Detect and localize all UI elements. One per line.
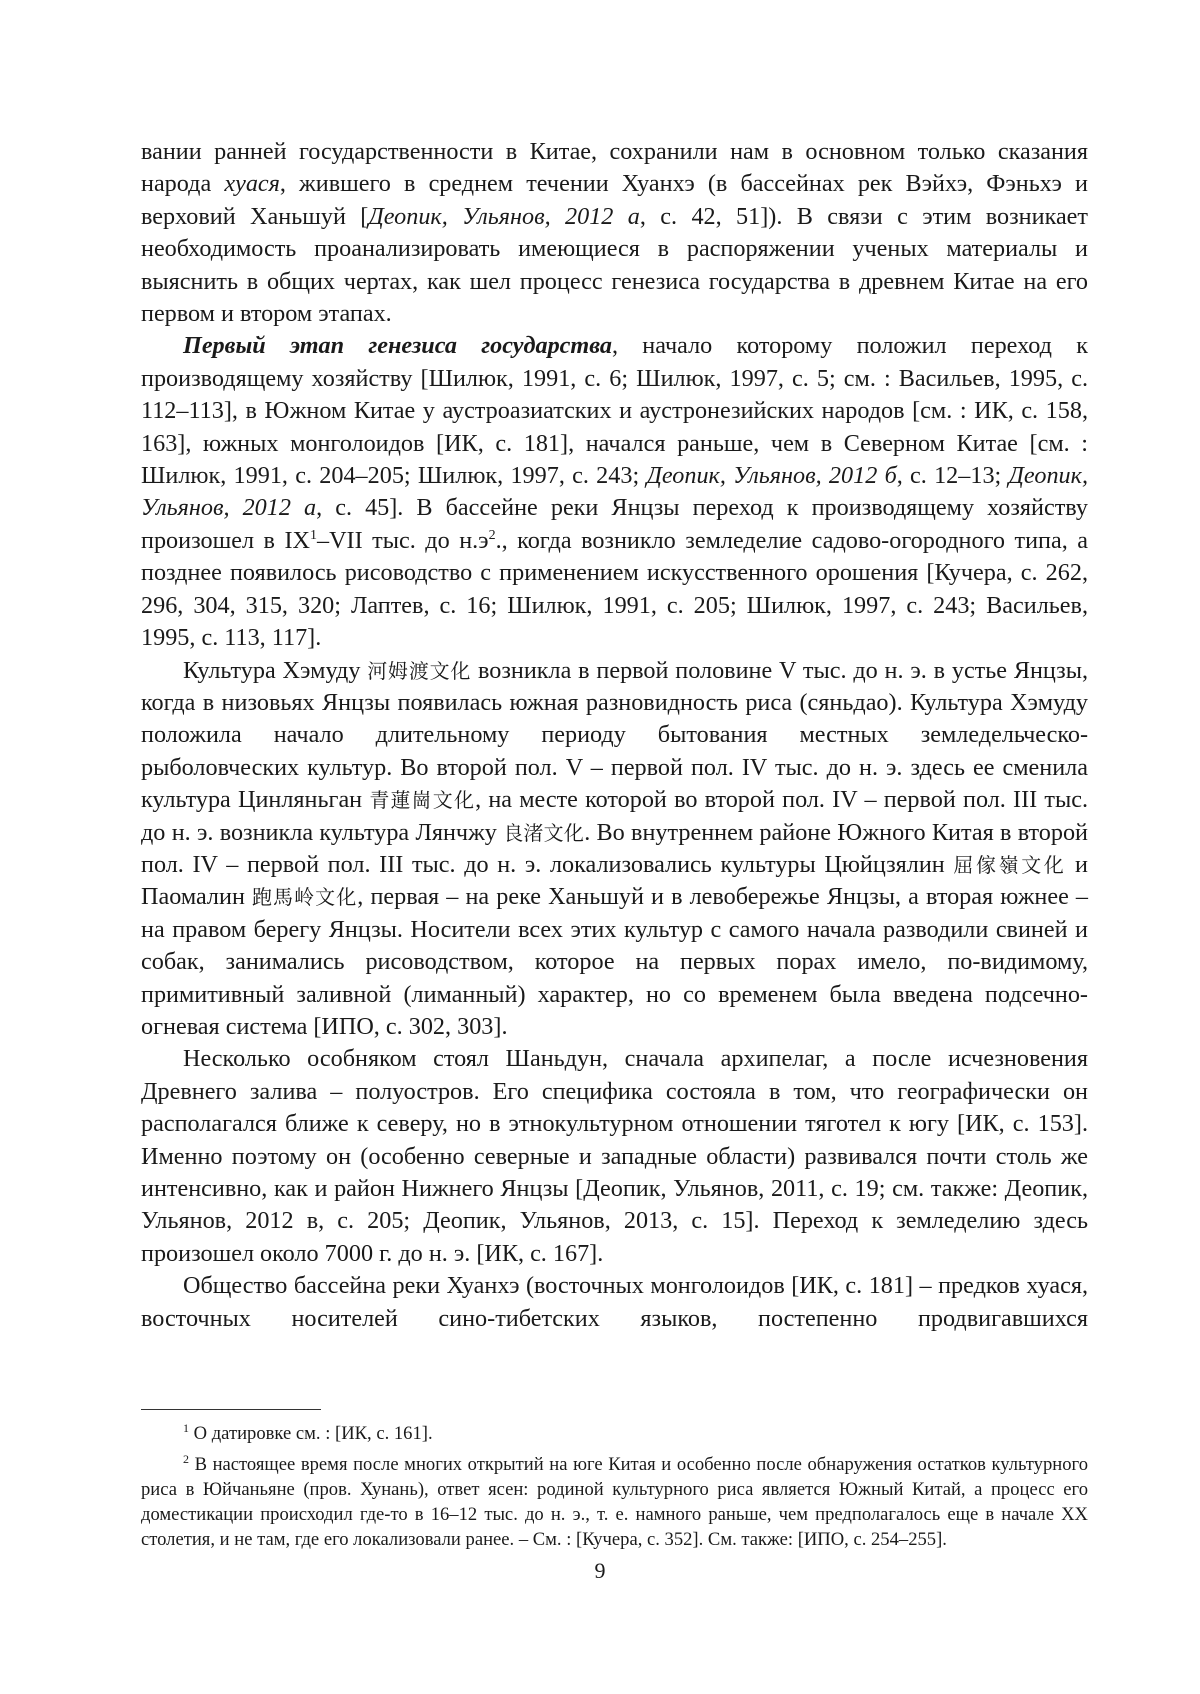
text-run: возникла в первой половине V тыс. до н. э. в устье Янцзы, когда в низовьях Янцзы появилась южная разновидность риса (сяньдао). Культура Хэмуду положила начало длительному периоду бытования местных земледельческо-рыболовческих культур. Во второй пол. V – первой пол. IV тыс. до н. э. здесь ее сменила культура Цинляньган xyxy=(141,656,1089,814)
page-number: 9 xyxy=(594,1558,606,1583)
citation-author: Деопик, Ульянов, 2012 б xyxy=(646,462,897,490)
footnotes xyxy=(141,1421,1088,1552)
text-run: , с. 45]. В бассейне реки Янцзы переход к производящему хозяйству произошел в IX xyxy=(141,494,1088,554)
footnote-mark: 2 xyxy=(183,1451,189,1466)
text-run: . Во внутреннем районе Южного Китая в второй пол. IV – первой пол. III тыс. до н. э. локализовались культуры Цюйцзялин xyxy=(141,818,1088,878)
text-run: и Паомалин xyxy=(141,850,1088,911)
text-run: , на месте которой во второй пол. IV – первой пол. III тыс. до н. э. возникла культура Лянчжу xyxy=(141,786,1089,846)
chinese-term: 良渚文化 xyxy=(503,820,585,845)
paragraph-3 xyxy=(141,655,1088,1044)
text-run: , с. 42, 51]). В связи с этим возникает необходимость проанализировать имеющиеся в распоряжении ученых материалы и выяснить в общих чертах, как шел процесс генезиса государства в древнем Китае на его первом и втором этапах. xyxy=(141,202,1088,328)
text-run: , первая – на реке Ханьшуй и в левобережье Янцзы, а вторая южнее – на правом берегу Янцзы. Носители всех этих культур с самого начала разводили свиней и собак, занимались рисоводством, которое на первых порах имело, по-видимому, примитивный заливной (лиманный) характер, но со временем была введена подсечно-огневая система [ИПО, с. 302, 303]. xyxy=(141,883,1089,1040)
text-run: , начало которому положил переход к производящему хозяйству [Шилюк, 1991, с. 6; Шилюк, 1997, с. 5; см. : Васильев, 1995, с. 112–113], в Южном Китае у аустроазиатских и аустронезийских народов [см. : ИК, с. 158, 163], южных монголоидов [ИК, с. 181], начался раньше, чем в Северном Китае [см. : Шилюк, 1991, с. 204–205; Шилюк, 1997, с. 243; xyxy=(141,332,1089,490)
footnote-1 xyxy=(141,1421,1088,1446)
chinese-term: 屈傢嶺文化 xyxy=(953,852,1067,877)
footnote-2 xyxy=(141,1452,1088,1552)
chinese-term: 河姆渡文化 xyxy=(367,658,472,683)
text-run: , жившего в среднем течении Хуанхэ (в бассейнах рек Вэйхэ, Фэньхэ и верховий Ханьшуй [ xyxy=(141,170,1088,230)
footnote-mark: 1 xyxy=(183,1420,189,1435)
footnote-text: В настоящее время после многих открытий на юге Китая и особенно после обнаружения остатков культурного риса в Юйчаньяне (пров. Хунань), ответ ясен: родиной культурного риса является Южный Китай, а процесс его доместикации происходил где-то в 16–12 тыс. до н. э., т. е. намного раньше, чем предполагалось еще в начале XX столетия, и не там, где его локализовали ранее. – См. : [Кучера, с. 352]. См. также: [ИПО, с. 254–255]. xyxy=(141,1454,1088,1550)
text-run: ., когда возникло земледелие садово-огородного типа, а позднее появилось рисоводство с применением искусственного орошения [Кучера, с. 262, 296, 304, 315, 320; Лаптев, с. 16; Шилюк, 1991, с. 205; Шилюк, 1997, с. 243; Васильев, 1995, с. 113, 117]. xyxy=(141,526,1088,652)
chinese-term: 跑馬岭文化 xyxy=(252,885,358,910)
footnote-text: О датировке см. : [ИК, с. 161]. xyxy=(189,1423,433,1444)
footnote-ref-2[interactable]: 2 xyxy=(488,527,496,543)
paragraph-1 xyxy=(141,136,1088,330)
citation-author: Деопик, Ульянов, 2012 а xyxy=(141,462,1088,522)
chinese-term: 青蓮崗文化 xyxy=(369,788,476,813)
text-run: вании ранней государственности в Китае, сохранили нам в основном только сказания народа xyxy=(141,138,1088,198)
paragraph-2 xyxy=(141,330,1088,654)
footnote-ref-1[interactable]: 1 xyxy=(309,527,317,543)
footnote-divider xyxy=(141,1409,321,1410)
text-run: , с. 12–13; xyxy=(896,462,1009,490)
main-text xyxy=(141,136,1088,1335)
italic-term: хуася xyxy=(224,170,280,198)
text-run: Культура Хэмуду xyxy=(183,656,368,684)
paragraph-4: Несколько особняком стоял Шаньдун, сначала архипелаг, а после исчезновения Древнего залива – полуостров. Его специфика состояла в том, что географически он располагался ближе к северу, но в этнокультурном отношении тяготел к югу [ИК, с. 153]. Именно поэтому он (особенно северные и западные области) развивался почти столь же интенсивно, как и район Нижнего Янцзы [Деопик, Ульянов, 2011, с. 19; см. также: Деопик, Ульянов, 2012 в, с. 205; Деопик, Ульянов, 2013, с. 15]. Переход к земледелию здесь произошел около 7000 г. до н. э. [ИК, с. 167]. xyxy=(141,1045,1088,1267)
citation-author: Деопик, Ульянов, 2012 а xyxy=(368,202,640,230)
section-lead-term: Первый этап генезиса государства xyxy=(183,332,612,360)
text-run: –VII тыс. до н.э xyxy=(316,526,489,554)
paragraph-5: Общество бассейна реки Хуанхэ (восточных монголоидов [ИК, с. 181] – предков хуася, восточных носителей сино-тибетских языков, постепенно продвигавшихся xyxy=(141,1272,1088,1332)
